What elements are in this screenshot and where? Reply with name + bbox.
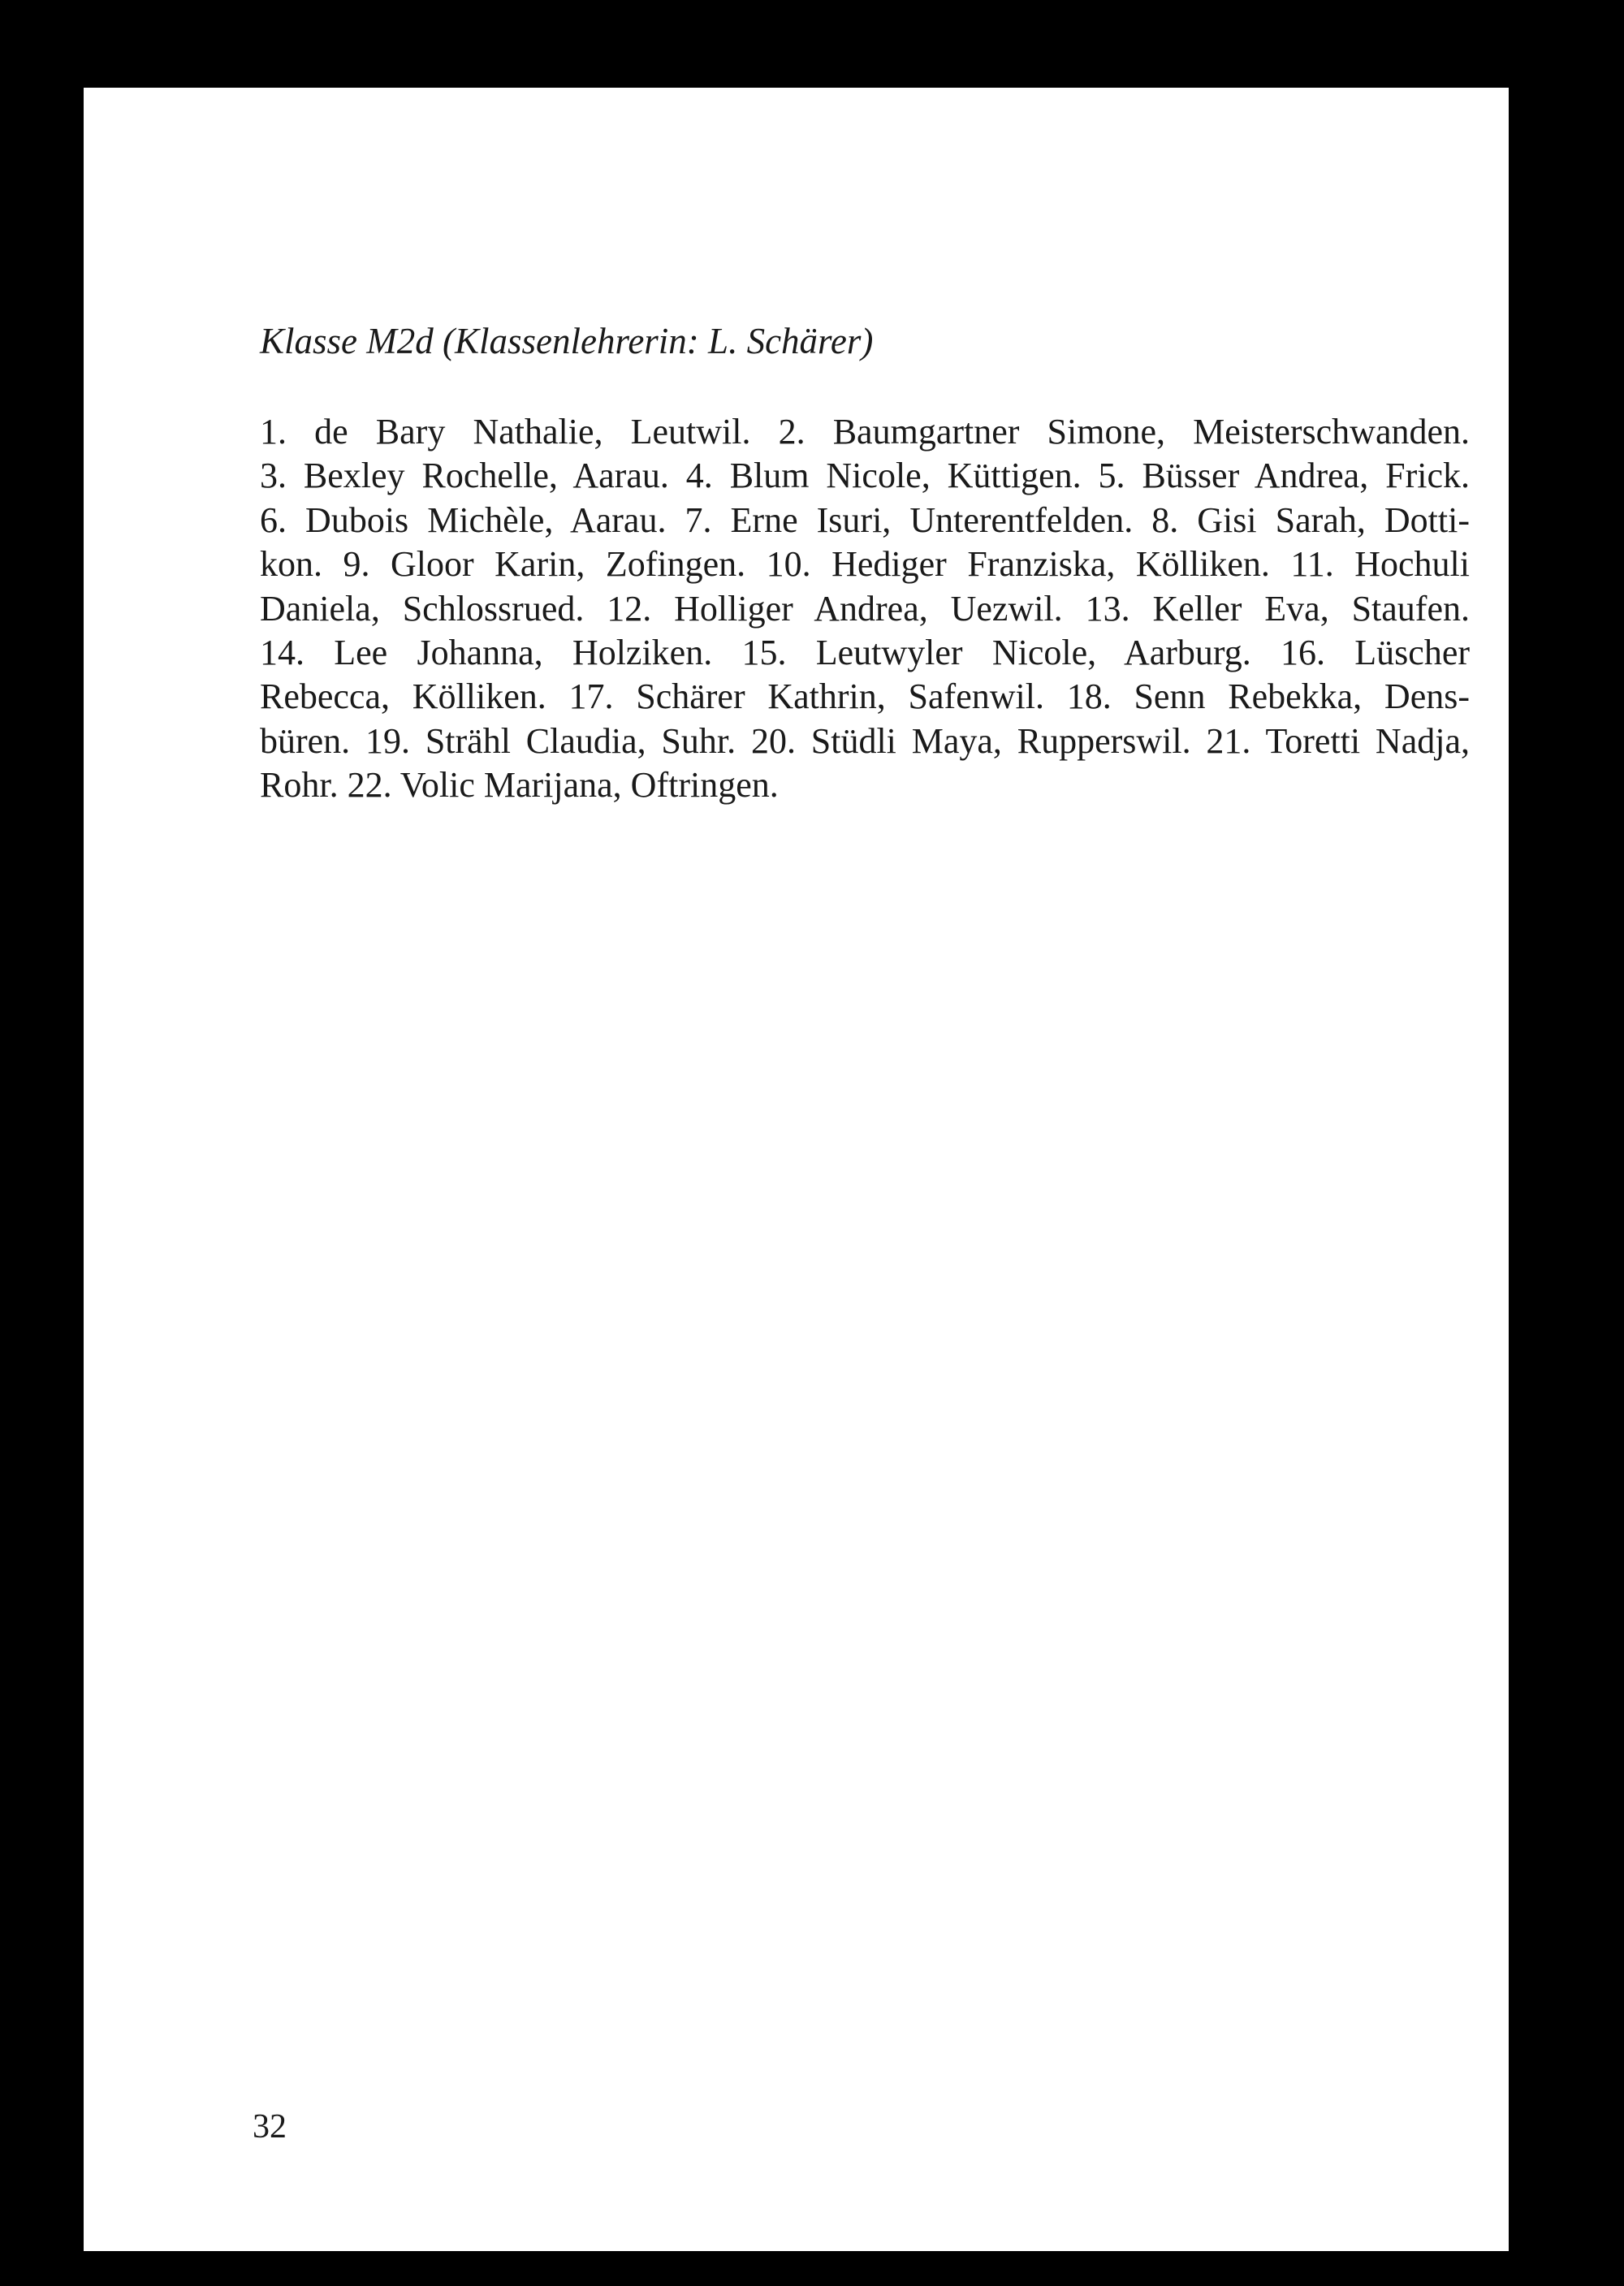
student-list-line: Rohr. 22. Volic Marijana, Oftringen. [260, 765, 779, 806]
document-page [84, 88, 1509, 2251]
student-list-line: 1. de Bary Nathalie, Leutwil. 2. Baumgartner Simone, Meisterschwanden. [260, 412, 1470, 452]
page-number: 32 [253, 2108, 287, 2146]
student-list-line: 14. Lee Johanna, Holziken. 15. Leutwyler Nicole, Aarburg. 16. Lüscher [260, 633, 1470, 673]
class-heading: Klasse M2d (Klassenlehrerin: L. Schärer) [260, 321, 874, 361]
student-list-line: 3. Bexley Rochelle, Aarau. 4. Blum Nicole, Küttigen. 5. Büsser Andrea, Frick. [260, 456, 1470, 496]
student-list-line: büren. 19. Strähl Claudia, Suhr. 20. Stüdli Maya, Rupperswil. 21. Toretti Nadja, [260, 720, 1470, 761]
student-list [260, 410, 1470, 808]
student-list-line: kon. 9. Gloor Karin, Zofingen. 10. Hediger Franziska, Kölliken. 11. Hochuli [260, 544, 1470, 585]
student-list-line: Rebecca, Kölliken. 17. Schärer Kathrin, Safenwil. 18. Senn Rebekka, Dens- [260, 676, 1470, 717]
student-list-line: Daniela, Schlossrued. 12. Holliger Andrea, Uezwil. 13. Keller Eva, Staufen. [260, 588, 1470, 629]
student-list-line: 6. Dubois Michèle, Aarau. 7. Erne Isuri, Unterentfelden. 8. Gisi Sarah, Dotti- [260, 499, 1470, 540]
